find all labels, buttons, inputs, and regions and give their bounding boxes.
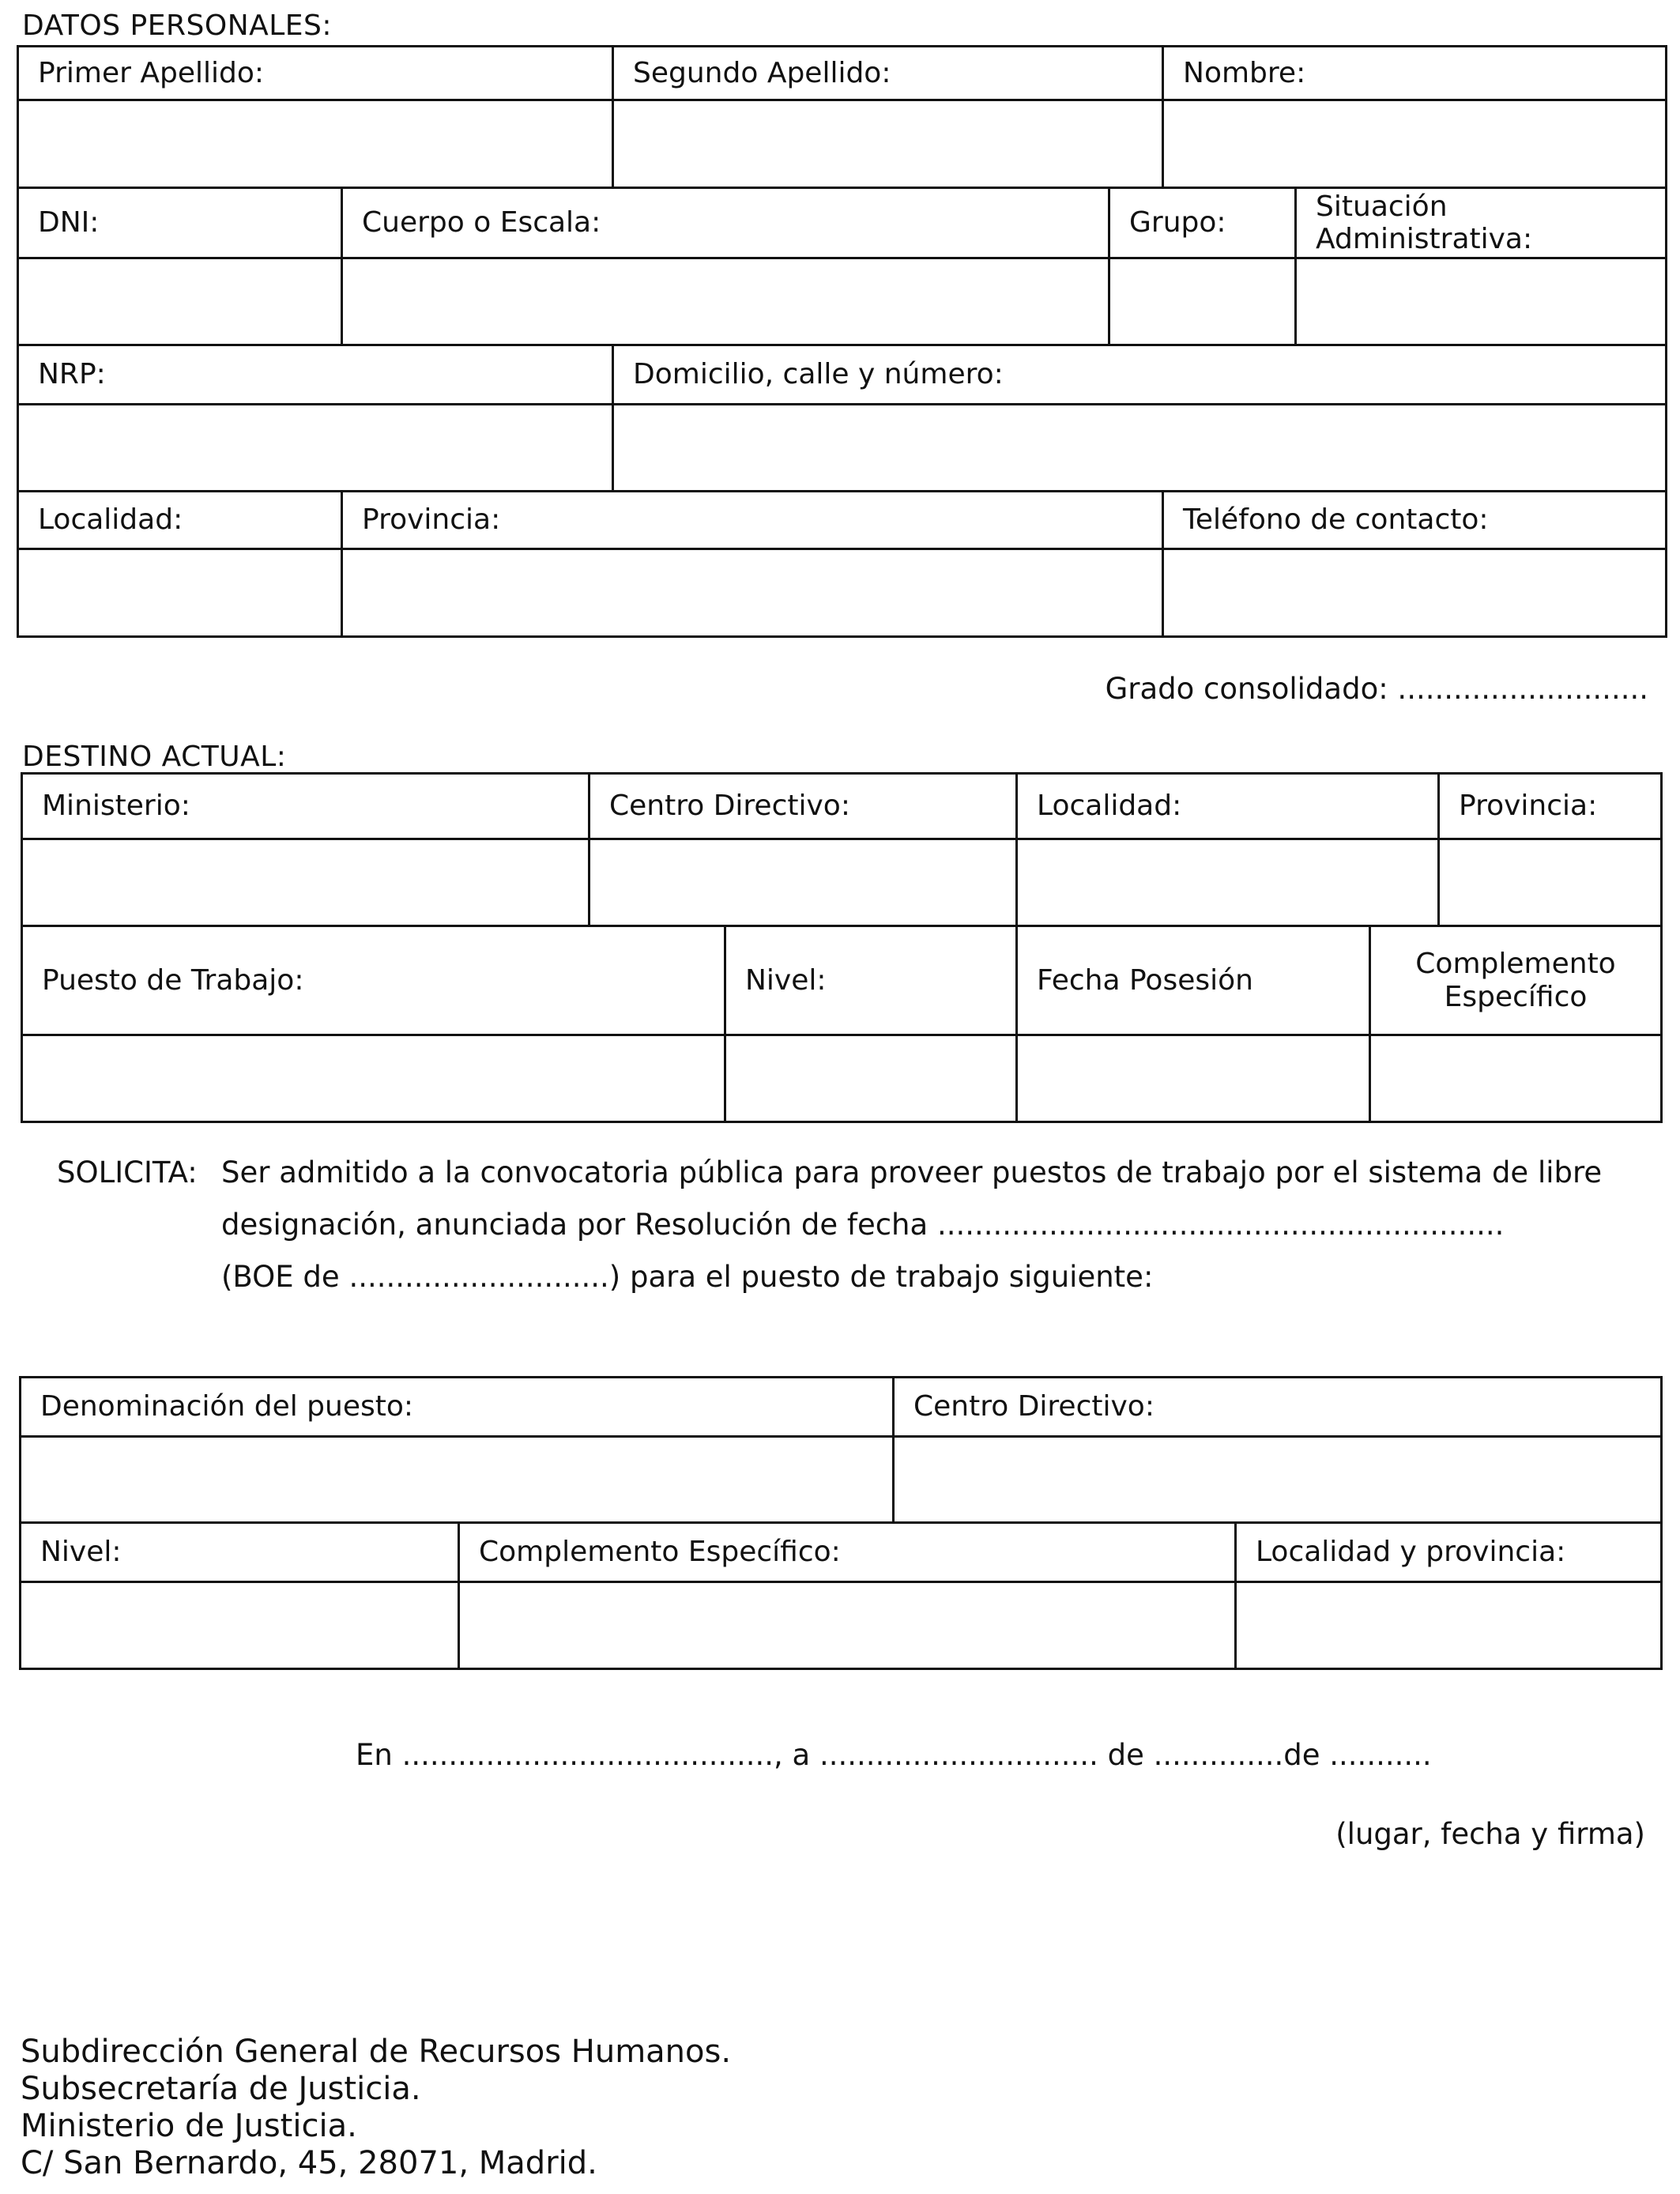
label-primer-apellido: Primer Apellido: (18, 47, 613, 100)
firma-line: En ........................................, a .............................. de ..............de ........... (356, 1738, 1432, 1772)
field-localidad-destino[interactable] (1017, 839, 1439, 926)
label-localidad-destino: Localidad: (1017, 774, 1439, 839)
label-denominacion-puesto: Denominación del puesto: (21, 1378, 894, 1437)
label-situacion-administrativa (1296, 188, 1667, 258)
label-domicilio: Domicilio, calle y número: (613, 345, 1667, 405)
label-centro-directivo-puesto: Centro Directivo: (894, 1378, 1662, 1437)
label-cuerpo-escala: Cuerpo o Escala: (342, 188, 1109, 258)
solicita-label: SOLICITA: (57, 1155, 198, 1189)
label-dni: DNI: (18, 188, 342, 258)
solicita-line-3: (BOE de ............................) para el puesto de trabajo siguiente: (221, 1260, 1154, 1294)
solicita-line-1: Ser admitido a la convocatoria pública para proveer puestos de trabajo por el sistema de libre (221, 1155, 1603, 1189)
solicita-line-2: designación, anunciada por Resolución de fecha ............................................................. (221, 1208, 1505, 1242)
label-situacion-line1: Situación (1316, 190, 1448, 223)
label-localidad-provincia: Localidad y provincia: (1236, 1523, 1662, 1582)
label-complemento-especifico (1370, 926, 1662, 1035)
field-grupo[interactable] (1109, 258, 1296, 345)
label-complemento-line1: Complemento (1415, 948, 1616, 981)
label-situacion-line2: Administrativa: (1316, 223, 1533, 255)
field-fecha-posesion[interactable] (1017, 1035, 1370, 1122)
label-centro-directivo: Centro Directivo: (590, 774, 1017, 839)
destino-actual-table (21, 772, 1663, 927)
label-nrp: NRP: (18, 345, 613, 405)
footer-line-1: Subdirección General de Recursos Humanos. (21, 2034, 732, 2070)
field-dni[interactable] (18, 258, 342, 345)
field-localidad[interactable] (18, 549, 342, 637)
puesto-solicitado-table (19, 1376, 1663, 1670)
label-telefono: Teléfono de contacto: (1163, 492, 1667, 549)
field-nivel-destino[interactable] (725, 1035, 1017, 1122)
label-nombre: Nombre: (1163, 47, 1667, 100)
label-localidad: Localidad: (18, 492, 342, 549)
field-primer-apellido[interactable] (18, 100, 613, 188)
section-title-destino-actual: DESTINO ACTUAL: (22, 741, 287, 773)
label-provincia: Provincia: (342, 492, 1163, 549)
field-nivel-puesto[interactable] (21, 1582, 459, 1669)
field-denominacion-puesto[interactable] (21, 1437, 894, 1523)
field-centro-directivo[interactable] (590, 839, 1017, 926)
destino-puesto-table (21, 925, 1663, 1123)
field-cuerpo-escala[interactable] (342, 258, 1109, 345)
field-nombre[interactable] (1163, 100, 1667, 188)
field-telefono[interactable] (1163, 549, 1667, 637)
field-centro-directivo-puesto[interactable] (894, 1437, 1662, 1523)
field-provincia-destino[interactable] (1439, 839, 1662, 926)
field-complemento-puesto[interactable] (459, 1582, 1236, 1669)
label-nivel-destino: Nivel: (725, 926, 1017, 1035)
field-domicilio[interactable] (613, 405, 1667, 492)
field-situacion-administrativa[interactable] (1296, 258, 1667, 345)
section-title-datos-personales: DATOS PERSONALES: (22, 9, 333, 42)
label-ministerio: Ministerio: (22, 774, 590, 839)
field-provincia[interactable] (342, 549, 1163, 637)
firma-caption: (lugar, fecha y firma) (1335, 1817, 1645, 1851)
footer-line-4: C/ San Bernardo, 45, 28071, Madrid. (21, 2145, 597, 2181)
field-segundo-apellido[interactable] (613, 100, 1163, 188)
label-fecha-posesion: Fecha Posesión (1017, 926, 1370, 1035)
label-nivel-puesto: Nivel: (21, 1523, 459, 1582)
label-puesto-trabajo: Puesto de Trabajo: (22, 926, 725, 1035)
label-complemento-puesto: Complemento Específico: (459, 1523, 1236, 1582)
field-ministerio[interactable] (22, 839, 590, 926)
field-nrp[interactable] (18, 405, 613, 492)
field-complemento-especifico[interactable] (1370, 1035, 1662, 1122)
field-puesto-trabajo[interactable] (22, 1035, 725, 1122)
label-segundo-apellido: Segundo Apellido: (613, 47, 1163, 100)
footer-line-3: Ministerio de Justicia. (21, 2108, 357, 2144)
label-provincia-destino: Provincia: (1439, 774, 1662, 839)
label-grupo: Grupo: (1109, 188, 1296, 258)
grado-consolidado-line: Grado consolidado: ........................... (1105, 672, 1648, 706)
label-complemento-line2: Específico (1444, 980, 1588, 1013)
footer-line-2: Subsecretaría de Justicia. (21, 2071, 421, 2107)
personal-data-table (17, 45, 1667, 638)
field-localidad-provincia[interactable] (1236, 1582, 1662, 1669)
